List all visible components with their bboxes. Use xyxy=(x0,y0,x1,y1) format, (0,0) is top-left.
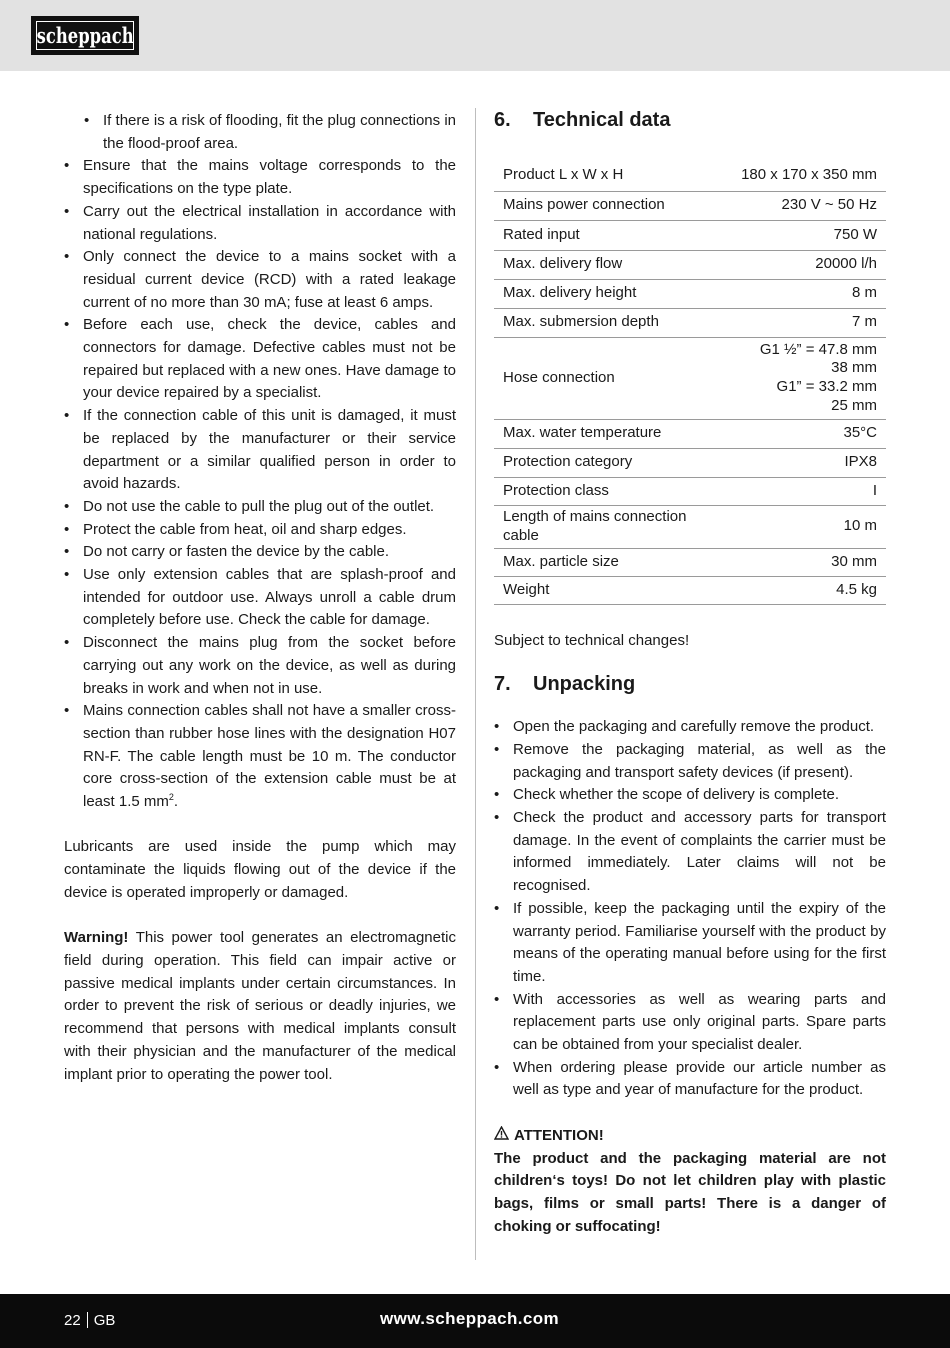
column-divider xyxy=(475,108,476,1260)
list-item: • Before each use, check the device, cables and connectors for damage. Defective cables must not be repaired but replaced with a new ones. Have damage to your device repaired by a specialist. xyxy=(64,314,456,405)
list-item: • Disconnect the mains plug from the socket before carrying out any work on the device, as well as during breaks in work and when not in use. xyxy=(64,632,456,700)
website-link[interactable]: www.scheppach.com xyxy=(380,1309,560,1328)
table-row: Max. delivery height 8 m xyxy=(494,279,886,308)
table-row: Rated input 750 W xyxy=(494,220,886,250)
safety-bullet-list xyxy=(64,155,456,813)
list-item: • Only connect the device to a mains socket with a residual current device (RCD) with a rated leakage current of no more than 30 mA; fuse at least 6 amps. xyxy=(64,246,456,314)
right-column xyxy=(494,108,886,1238)
table-row: Mains power connection 230 V ~ 50 Hz xyxy=(494,191,886,220)
page-number: 22 GB xyxy=(64,1312,116,1329)
warning-label: Warning! xyxy=(64,929,129,947)
scheppach-logo xyxy=(31,16,139,55)
table-row: Product L x W x H 180 x 170 x 350 mm xyxy=(494,159,886,191)
technical-note: Subject to technical changes! xyxy=(494,631,690,649)
superscript: 2 xyxy=(168,792,174,803)
table-row: Max. submersion depth 7 m xyxy=(494,308,886,337)
sub-bullet-list xyxy=(64,110,456,155)
footer-bar xyxy=(0,1294,950,1348)
list-item: • Do not carry or fasten the device by the cable. xyxy=(64,541,456,564)
list-item: • Do not use the cable to pull the plug out of the outlet. xyxy=(64,496,456,519)
list-item: • Protect the cable from heat, oil and sharp edges. xyxy=(64,519,456,542)
list-item: • Carry out the electrical installation in accordance with national regulations. xyxy=(64,201,456,246)
unpacking-bullet-list xyxy=(494,716,886,1102)
list-item: • Check whether the scope of delivery is complete. xyxy=(494,784,886,807)
attention-heading: ATTENTION! xyxy=(494,1125,886,1148)
table-row: Protection category IPX8 xyxy=(494,448,886,477)
lubricants-paragraph: Lubricants are used inside the pump which may contaminate the liquids flowing out of the device if the device is operated improperly or damaged. xyxy=(64,838,456,901)
list-item: • Remove the packaging material, as well as the packaging and transport safety devices (if present). xyxy=(494,739,886,784)
section-heading-technical-data: 6. Technical data xyxy=(494,109,671,131)
list-item: • If possible, keep the packaging until the expiry of the warranty period. Familiarise yourself with the product by means of the operating manual before using for the first time. xyxy=(494,898,886,989)
warning-paragraph: Warning! This power tool generates an electromagnetic field during operation. This field can impair active or passive medical implants under certain circumstances. In order to prevent the risk of serious or deadly injuries, we recommend that persons with medical implants consult with their physician and the manufacturer of the medical implant prior to operating the power tool. xyxy=(64,929,456,1083)
technical-data-table xyxy=(494,159,886,605)
list-item: • Open the packaging and carefully remove the product. xyxy=(494,716,886,739)
warning-triangle-icon xyxy=(494,1125,511,1148)
list-item: • If there is a risk of flooding, fit the plug connections in the flood-proof area. xyxy=(64,110,456,155)
table-row: Weight 4.5 kg xyxy=(494,576,886,604)
list-item: • Ensure that the mains voltage corresponds to the specifications on the type plate. xyxy=(64,155,456,200)
table-row: Max. delivery flow 20000 l/h xyxy=(494,250,886,279)
list-item: • When ordering please provide our article number as well as type and year of manufacture for the product. xyxy=(494,1057,886,1102)
attention-text: The product and the packaging material are not children‘s toys! Do not let children play with plastic bags, films or small parts! There is a danger of choking or suffocating! xyxy=(494,1149,886,1235)
left-column xyxy=(64,110,456,1086)
table-row: Hose connection G1 ½” = 47.8 mm 38 mm G1” = 33.2 mm 25 mm xyxy=(494,337,886,419)
list-item: • If the connection cable of this unit is damaged, it must be replaced by the manufacturer or their service department or a similar qualified person in order to avoid hazards. xyxy=(64,405,456,496)
table-row: Max. water temperature 35°C xyxy=(494,419,886,448)
section-heading-unpacking: 7. Unpacking xyxy=(494,673,636,696)
list-item: • Mains connection cables shall not have a smaller cross-section than rubber hose lines with the designation H07 RN-F. The cable length must be 10 m. The conductor core cross-section of the extension cable must be at least 1.5 $mm^2$. xyxy=(64,700,456,814)
table-row: Length of mains connection cable 10 m xyxy=(494,505,886,548)
header-bar xyxy=(0,0,950,71)
table-row: Max. particle size 30 mm xyxy=(494,548,886,576)
list-item: • Use only extension cables that are splash-proof and intended for outdoor use. Always unroll a cable drum completely before use. Check the cable for damage. xyxy=(64,564,456,632)
table-row: Protection class I xyxy=(494,477,886,505)
logo-text: scheppach xyxy=(36,23,134,48)
list-item: • Check the product and accessory parts for transport damage. In the event of complaints the carrier must be informed immediately. Later claims will not be recognised. xyxy=(494,807,886,898)
list-item: • With accessories as well as wearing parts and replacement parts use only original parts. Spare parts can be obtained from your specialist dealer. xyxy=(494,989,886,1057)
